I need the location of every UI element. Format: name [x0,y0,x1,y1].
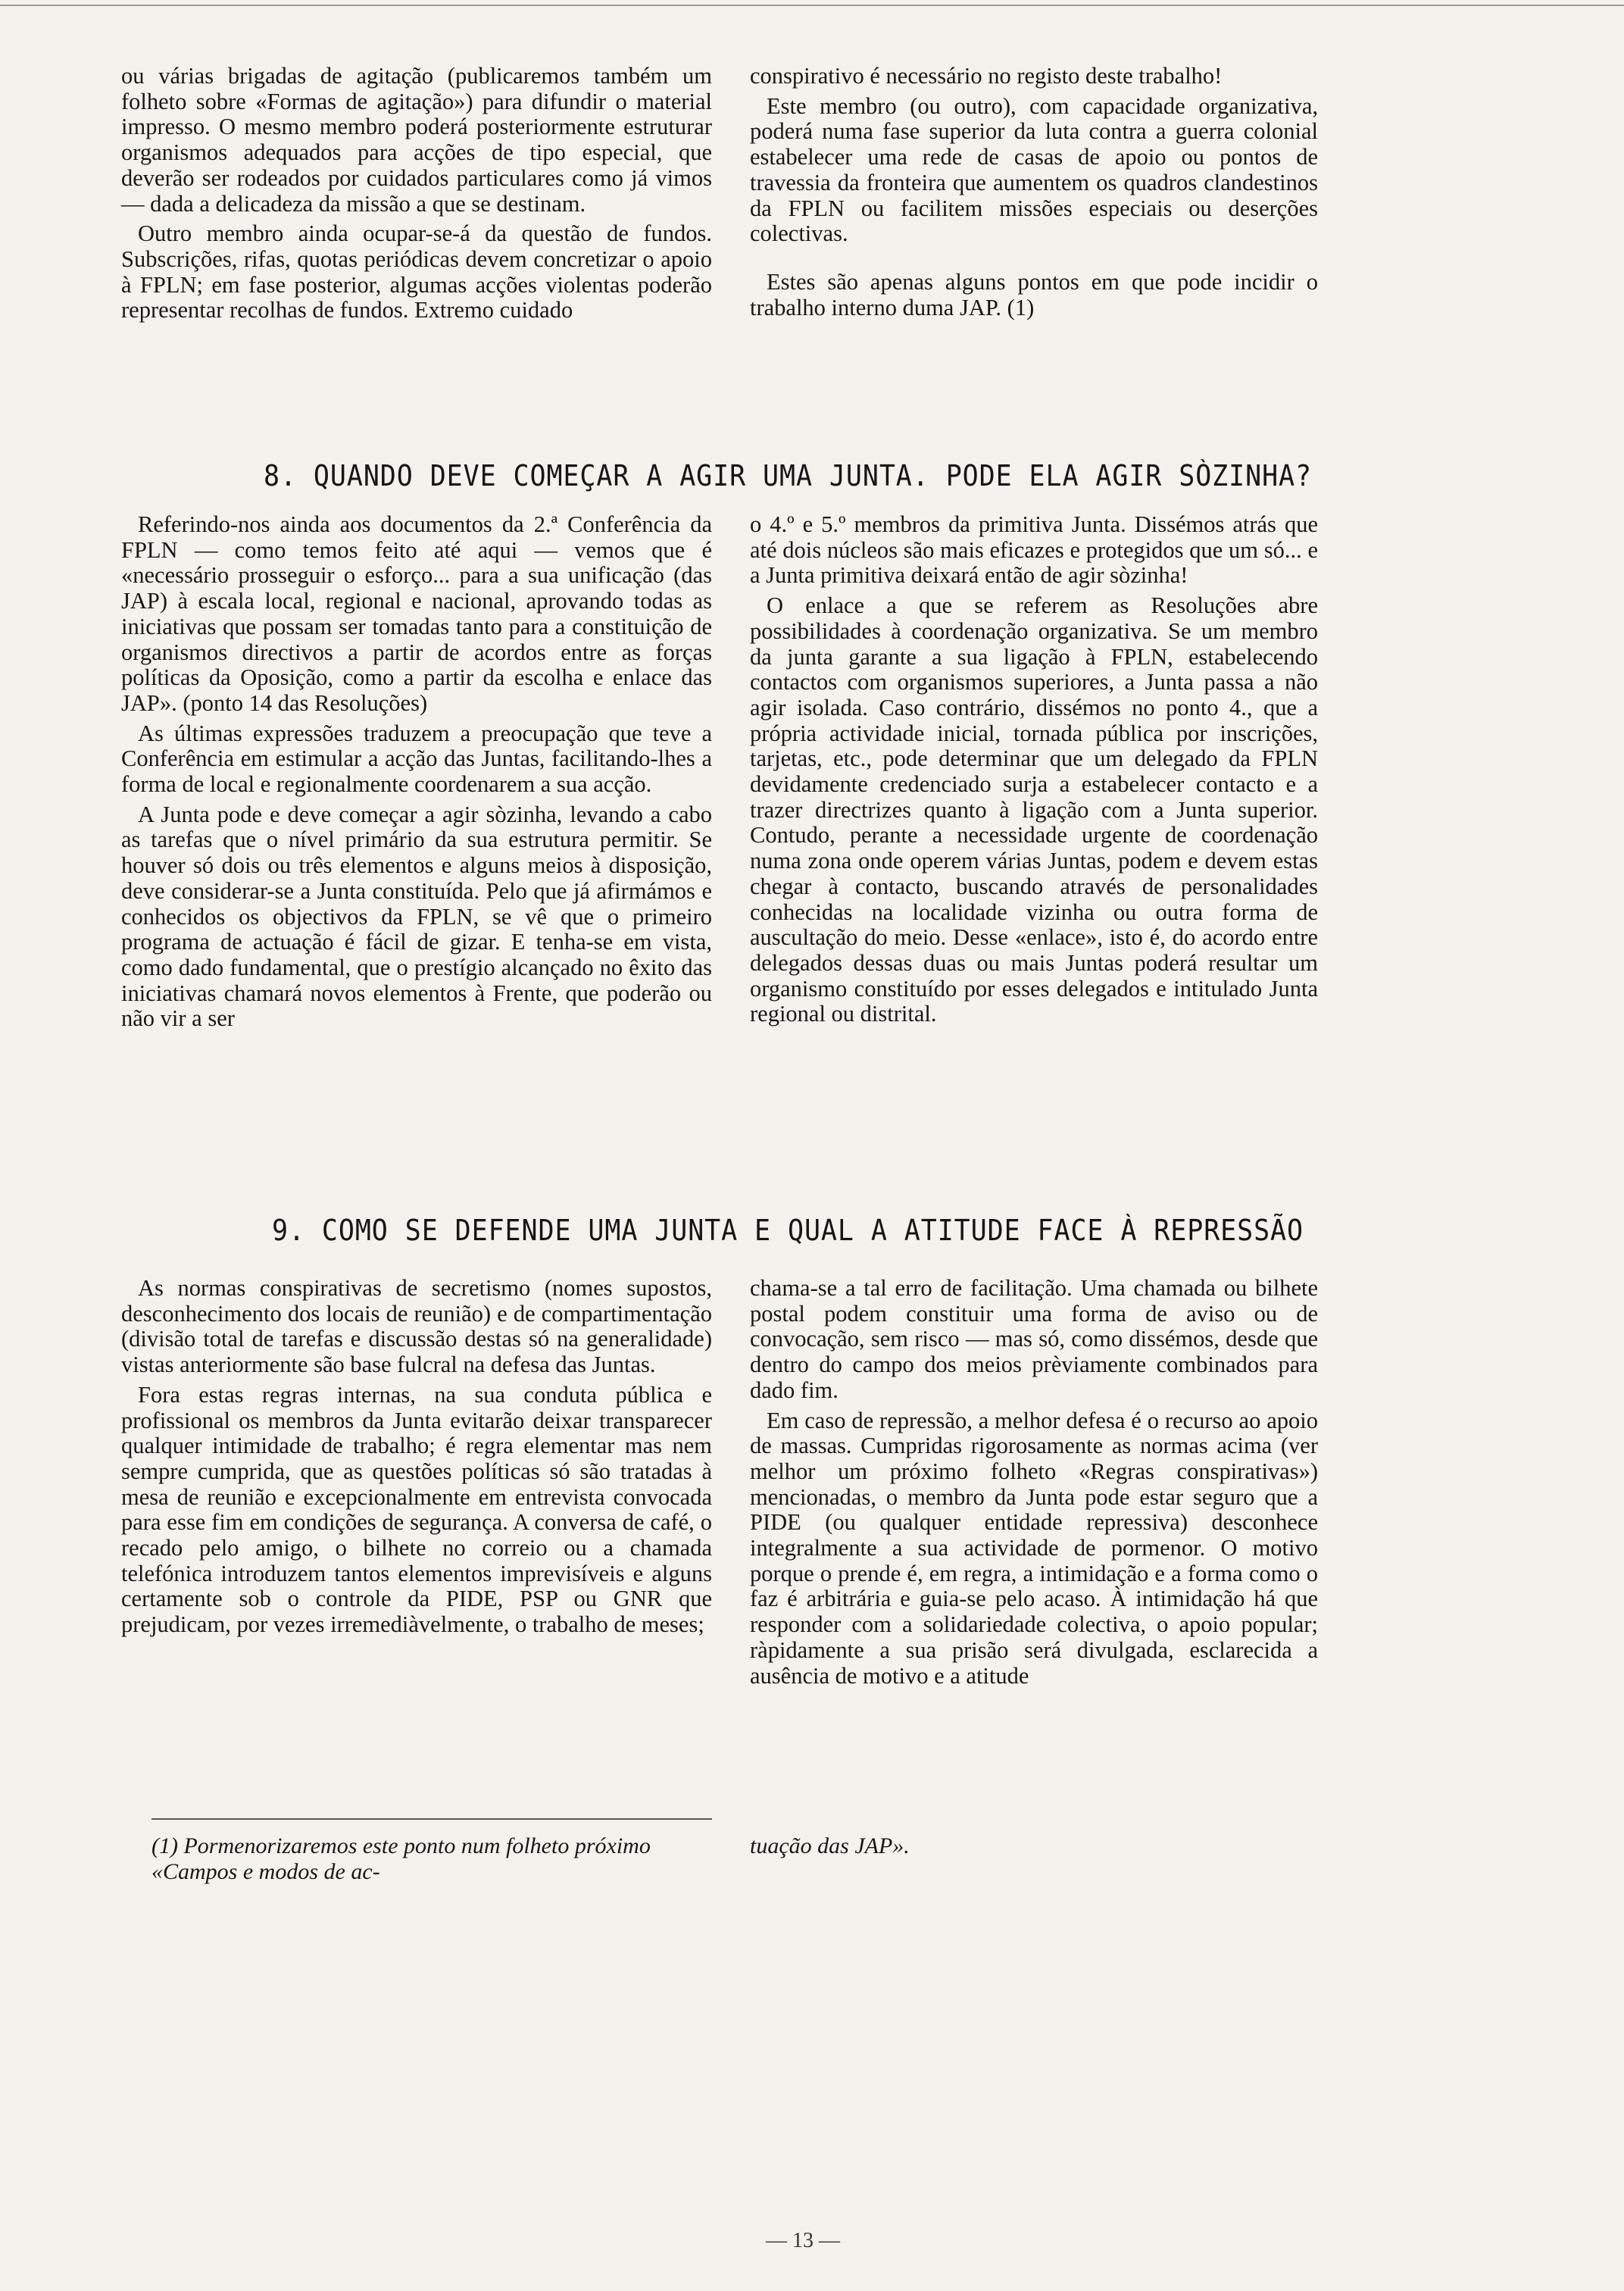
footnote-right: tuação das JAP». [750,1833,910,1858]
paragraph: ou várias brigadas de agitação (publicaremos também um folheto sobre «Formas de agitação») para difundir o material impresso. O mesmo membro poderá posteriormente estruturar organismos adequados para acções de tipo especial, que deverão ser rodeados por cuidados particulares como já vimos — dada a delicadeza da missão a que se destinam. [121,63,712,217]
paragraph: Em caso de repressão, a melhor defesa é o recurso ao apoio de massas. Cumpridas rigorosamente as normas acima (ver melhor um próximo folheto «Regras conspirativas») mencionadas, o membro da Junta pode estar seguro que a PIDE (ou qualquer entidade repressiva) desconhece integralmente a sua actividade de pormenor. O motivo porque o prende é, em regra, a intimidação e a forma como o faz é arbitrária e guia-se pelo acaso. À intimidação há que responder com a solidariedade colectiva, o apoio popular; ràpidamente a sua prisão será divulgada, esclarecida a ausência de motivo e a atitude [750,1407,1318,1689]
column-left-bottom [121,1276,712,1642]
column-right-top [750,64,1318,325]
paragraph: Referindo-nos ainda aos documentos da 2.ª Conferência da FPLN — como temos feito até aqui — vemos que é «necessário prosseguir o esforço... para a sua unificação (das JAP) à escala local, regional e nacional, aprovando todas as iniciativas que possam ser tomadas tanto para a constituição de organismos directivos a partir de acordos entre as forças políticas da Oposição, como a partir da escolha e enlace das JAP». (ponto 14 das Resoluções) [121,511,712,716]
paragraph: Outro membro ainda ocupar-se-á da questão de fundos. Subscrições, rifas, quotas periódicas devem concretizar o apoio à FPLN; em fase posterior, algumas acções violentas poderão representar recolhas de fundos. Extremo cuidado [121,220,712,323]
paragraph: As normas conspirativas de secretismo (nomes supostos, desconhecimento dos locais de reunião) e de compartimentação (divisão total de tarefas e discussão destas só na generalidade) vistas anteriormente são base fulcral na defesa das Juntas. [121,1275,712,1378]
column-right-mid [750,512,1318,1032]
page-number: — 13 — [766,2229,840,2252]
section-heading-8: 8. QUANDO DEVE COMEÇAR A AGIR UMA JUNTA. PODE ELA AGIR SÒZINHA? [264,459,1312,492]
footnote-rule [151,1818,712,1820]
paragraph: Fora estas regras internas, na sua conduta pública e profissional os membros da Junta evitarão deixar transparecer qualquer intimidade de trabalho; é regra elementar mas nem sempre cumprida, que as questões políticas só são tratadas à mesa de reunião e excepcionalmente em entrevista convocada para esse fim em condições de segurança. A conversa de café, o recado pelo amigo, o bilhete no correio ou a chamada telefónica introduzem tantos elementos imprevisíveis e alguns certamente sob o controle da PIDE, PSP ou GNR que prejudicam, por vezes irremediàvelmente, o trabalho de meses; [121,1381,712,1638]
paragraph: chama-se a tal erro de facilitação. Uma chamada ou bilhete postal podem constituir uma forma de aviso ou de convocação, sem risco — mas só, como dissémos, desde que dentro do campo dos meios prèviamente combinados para dado fim. [750,1275,1318,1403]
paragraph: Este membro (ou outro), com capacidade organizativa, poderá numa fase superior da luta contra a guerra colonial estabelecer uma rede de casas de apoio ou pontos de travessia da fronteira que aumentem os quadros clandestinos da FPLN ou facilitem missões especiais ou deserções colectivas. [750,92,1318,247]
column-right-bottom [750,1276,1318,1693]
paragraph: Estes são apenas alguns pontos em que pode incidir o trabalho interno duma JAP. (1) [750,268,1318,320]
paragraph: conspirativo é necessário no registo deste trabalho! [750,63,1223,89]
paragraph: O enlace a que se referem as Resoluções abre possibilidades à coordenação organizativa. Se um membro da junta garante a sua ligação à FPLN, estabelecendo contactos com organismos superiores, a Junta passa a não agir isolada. Caso contrário, dissémos no ponto 4., que a própria actividade inicial, tornada pública por inscrições, tarjetas, etc., pode determinar que um delegado da FPLN devidamente credenciado surja a estabelecer contacto e a trazer directrizes quanto à ligação com a Junta superior. Contudo, perante a necessidade urgente de coordenação numa zona onde operem várias Juntas, podem e devem estas chegar à contacto, buscando através de personalidades conhecidas na localidade vizinha ou outra forma de auscultação do meio. Desse «enlace», isto é, do acordo entre delegados dessas duas ou mais Juntas poderá resultar um organismo constituído por esses delegados e intitulado Junta regional ou distrital. [750,592,1318,1027]
paragraph: As últimas expressões traduzem a preocupação que teve a Conferência em estimular a acção das Juntas, facilitando-lhes a forma de local e regionalmente coordenarem a sua acção. [121,720,712,798]
scan-edge-line [0,5,1624,6]
section-heading-9: 9. COMO SE DEFENDE UMA JUNTA E QUAL A ATITUDE FACE À REPRESSÃO [271,1214,1304,1247]
column-left-mid [121,512,712,1036]
column-left-top [121,64,712,328]
footnote-left: (1) Pormenorizaremos este ponto num folheto próximo «Campos e modos de ac- [151,1833,651,1884]
paragraph: A Junta pode e deve começar a agir sòzinha, levando a cabo as tarefas que o nível primário da sua estrutura permitir. Se houver só dois ou três elementos e alguns meios à disposição, deve considerar-se a Junta constituída. Pelo que já afirmámos e conhecidos os objectivos da FPLN, se vê que o primeiro programa de actuação é fácil de gizar. E tenha-se em vista, como dado fundamental, que o prestígio alcançado no êxito das iniciativas chamará novos elementos à Frente, que poderão ou não vir a ser [121,801,712,1032]
paragraph: o 4.º e 5.º membros da primitiva Junta. Dissémos atrás que até dois núcleos são mais eficazes e protegidos que um só... e a Junta primitiva deixará então de agir sòzinha! [750,511,1318,589]
